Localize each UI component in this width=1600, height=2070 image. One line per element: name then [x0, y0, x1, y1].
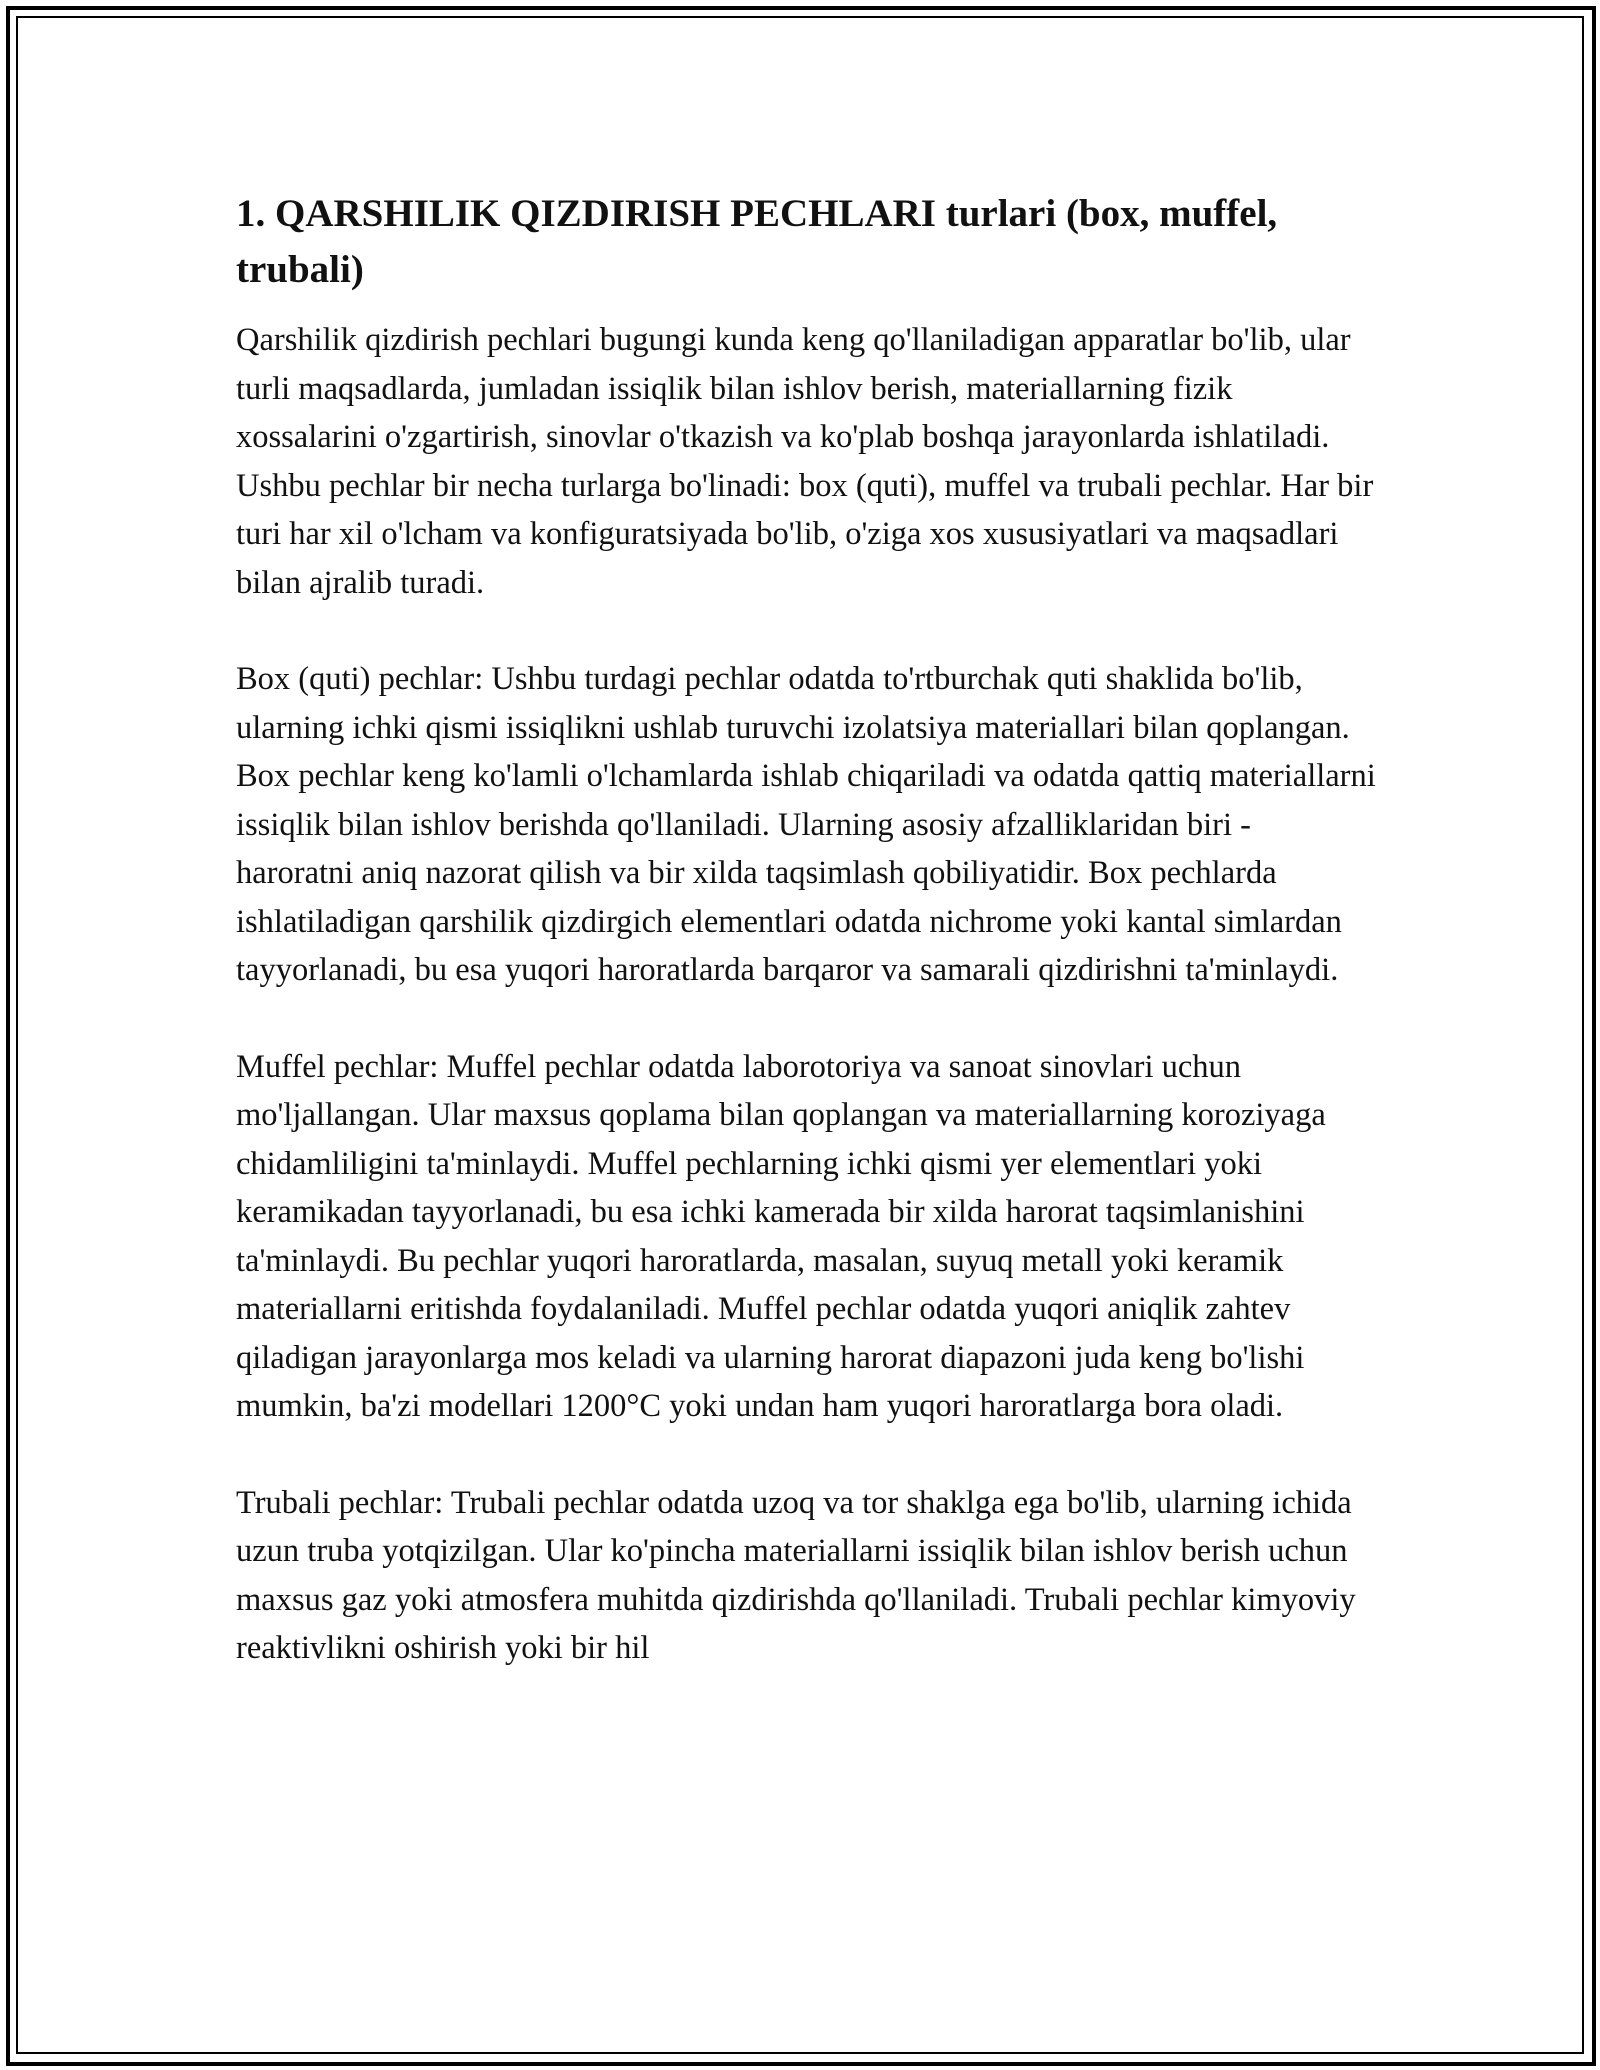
- muffle-furnace-paragraph: Muffel pechlar: Muffel pechlar odatda laborotoriya va sanoat sinovlari uchun mo'ljallangan. Ular maxsus qoplama bilan qoplangan va materiallarning koroziyaga chidamliligini ta'minlaydi. Muffel pechlarning ichki qismi yer elementlari yoki keramikadan tayyorlanadi, bu esa ichki kamerada bir xilda harorat taqsimlanishini ta'minlaydi. Bu pechlar yuqori haroratlarda, masalan, suyuq metall yoki keramik materiallarni eritishda foydalaniladi. Muffel pechlar odatda yuqori aniqlik zahtev qiladigan jarayonlarga mos keladi va ularning harorat diapazoni juda keng bo'lishi mumkin, ba'zi modellari 1200°C yoki undan ham yuqori haroratlarga bora oladi.: [236, 1048, 1326, 1424]
- intro-paragraph: Qarshilik qizdirish pechlari bugungi kunda keng qo'llaniladigan apparatlar bo'lib, ular turli maqsadlarda, jumladan issiqlik bilan ishlov berish, materiallarning fizik xossalarini o'zgartirish, sinovlar o'tkazish va ko'plab boshqa jarayonlarda ishlatiladi. Ushbu pechlar bir necha turlarga bo'linadi: box (quti), muffel va trubali pechlar. Har bir turi har xil o'lcham va konfiguratsiyada bo'lib, o'ziga xos xususiyatlari va maqsadlari bilan ajralib turadi.: [236, 322, 1374, 601]
- tube-furnace-paragraph: Trubali pechlar: Trubali pechlar odatda uzoq va tor shaklga ega bo'lib, ularning ichida uzun truba yotqizilgan. Ular ko'pincha materiallarni issiqlik bilan ishlov berish uchun maxsus gaz yoki atmosfera muhitda qizdirishda qo'llaniladi. Trubali pechlar kimyoviy reaktivlikni oshirish yoki bir hil: [236, 1484, 1356, 1666]
- document-body: [236, 186, 1376, 1673]
- section-heading: 1. QARSHILIK QIZDIRISH PECHLARI turlari (box, muffel, trubali): [236, 192, 1278, 291]
- box-furnace-paragraph: Box (quti) pechlar: Ushbu turdagi pechlar odatda to'rtburchak quti shaklida bo'lib, ularning ichki qismi issiqlikni ushlab turuvchi izolatsiya materiallari bilan qoplangan. Box pechlar keng ko'lamli o'lchamlarda ishlab chiqariladi va odatda qattiq materiallarni issiqlik bilan ishlov berishda qo'llaniladi. Ularning asosiy afzalliklaridan biri - haroratni aniq nazorat qilish va bir xilda taqsimlash qobiliyatidir. Box pechlarda ishlatiladigan qarshilik qizdirgich elementlari odatda nichrome yoki kantal simlardan tayyorlanadi, bu esa yuqori haroratlarda barqaror va samarali qizdirishni ta'minlaydi.: [236, 661, 1376, 988]
